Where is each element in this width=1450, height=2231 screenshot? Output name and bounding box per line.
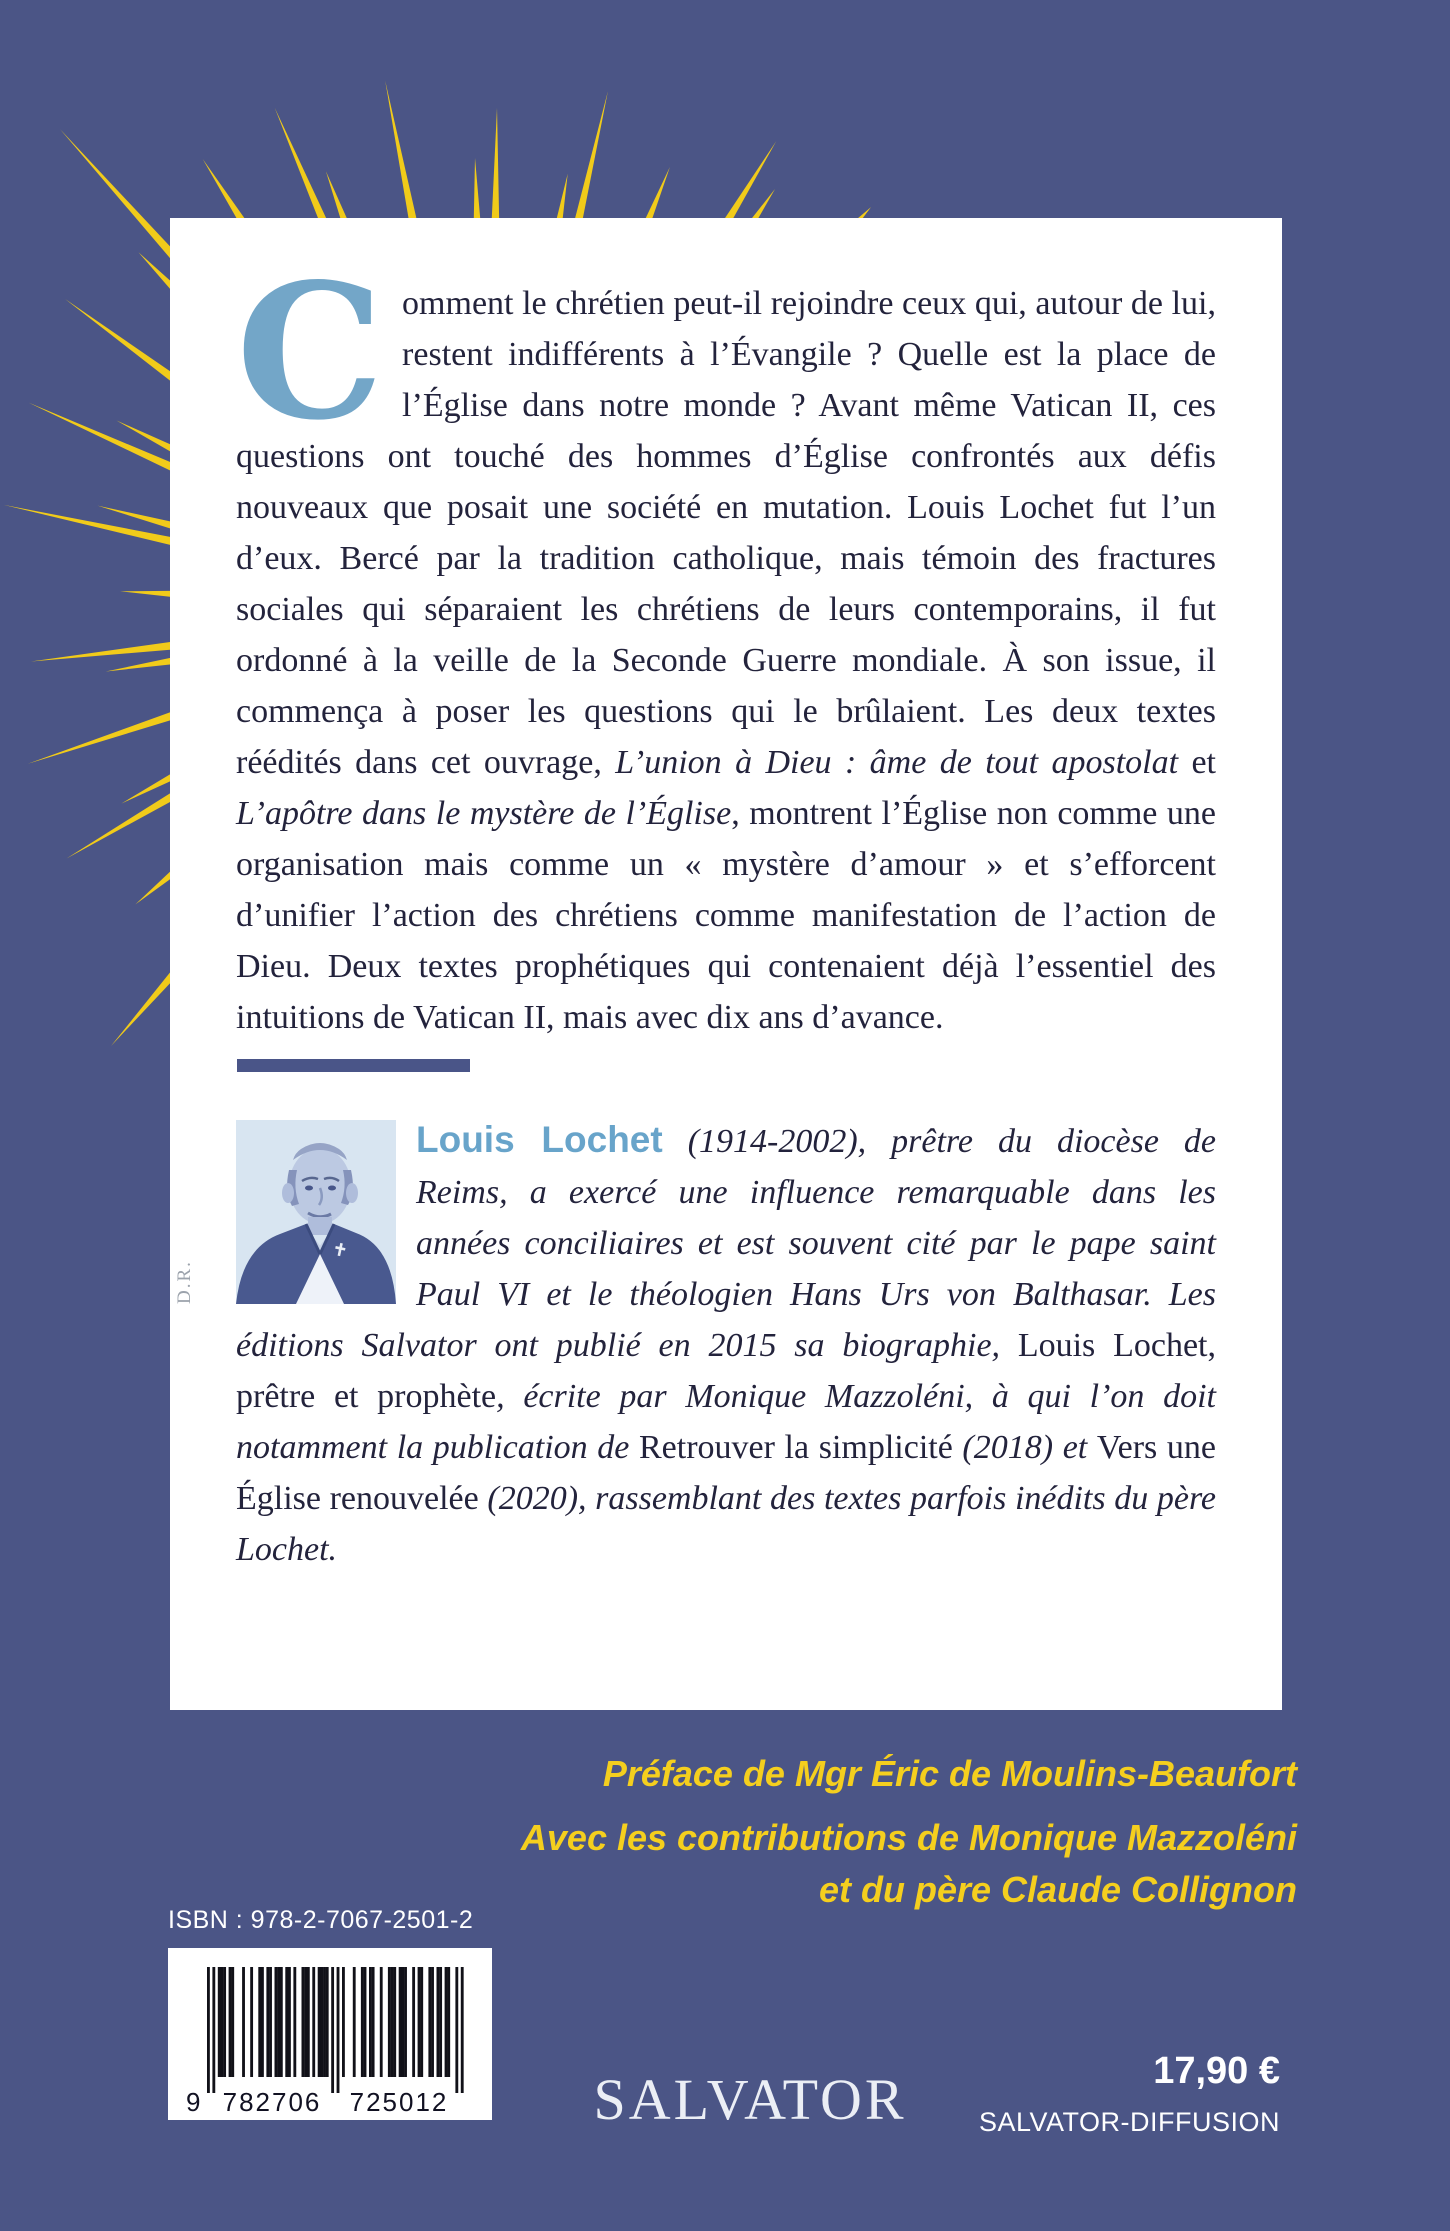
bio-text: (2020), rassemblant des textes parfois inédits du père Lochet. bbox=[236, 1480, 1216, 1568]
barcode-digit-group: 725012 bbox=[349, 2087, 449, 2117]
barcode bbox=[168, 1948, 492, 2120]
drop-cap-letter: C bbox=[236, 242, 385, 461]
barcode-digit-group: 782706 bbox=[222, 2087, 322, 2117]
synopsis-text: et bbox=[1178, 744, 1216, 781]
author-portrait-icon bbox=[236, 1120, 396, 1304]
distributor: SALVATOR-DIFFUSION bbox=[978, 2107, 1280, 2137]
author-photo bbox=[174, 1120, 396, 1304]
book-title-biographie: Louis Lochet, prêtre et prophète bbox=[236, 1327, 1216, 1415]
price-block bbox=[979, 2050, 1280, 2138]
synopsis-text: omment le chrétien peut-il rejoindre ceux qui, autour de lui, restent indifférents à l’Évangile ? Quelle est la place de l’Église dans notre monde ? Avant même Vatican II, ces questions ont touché des hommes d’Église confrontés aux défis nouveaux que posait une société en mutation. Louis Lochet fut l’un d’eux. Bercé par la tradition catholique, mais témoin des fractures sociales qui séparaient les chrétiens de leurs contemporains, il fut ordonné à la veille de la Seconde Guerre mondiale. À son issue, il commença à poser les questions qui le brûlaient. Les deux textes réédités dans cet ouvrage, bbox=[236, 285, 1216, 781]
divider-bar bbox=[237, 1059, 470, 1072]
synopsis-paragraph bbox=[236, 242, 1217, 1043]
publisher-logo: SALVATOR bbox=[593, 2067, 907, 2132]
book-title-eglise-renouvelee: Vers une Église renouvelée bbox=[236, 1429, 1216, 1517]
price: 17,90 € bbox=[1153, 2050, 1280, 2092]
bio-text: (2018) et bbox=[952, 1429, 1097, 1466]
book-title-apotre: L’apôtre dans le mystère de l’Église bbox=[236, 795, 732, 832]
bio-text: , écrite par Monique Mazzoléni, à qui l’on doit notamment la publication de bbox=[236, 1378, 1216, 1466]
synopsis-card bbox=[170, 218, 1282, 1710]
book-title-union-a-dieu: L’union à Dieu : âme de tout apostolat bbox=[615, 744, 1179, 781]
author-name: Louis Lochet bbox=[416, 1119, 663, 1160]
bio-text: (1914-2002), prêtre du diocèse de Reims, a exercé une influence remarquable dans les années conciliaires et est souvent cité par le pape saint Paul VI et le théologien Hans Urs von Balthasar. Les éditions Salvator ont publié en 2015 sa biographie, bbox=[236, 1123, 1216, 1364]
photo-credit: D.R. bbox=[174, 1260, 195, 1304]
credits-block bbox=[521, 1748, 1297, 1916]
barcode-digit-group: 9 bbox=[186, 2087, 203, 2117]
book-title-retrouver: Retrouver la simplicité bbox=[638, 1429, 953, 1466]
synopsis-text: , montrent l’Église non comme une organisation mais comme un « mystère d’amour » et s’efforcent d’unifier l’action des chrétiens comme manifestation de l’action de Dieu. Deux textes prophétiques qui contenaient déjà l’essentiel des intuitions de Vatican II, mais avec dix ans d’avance. bbox=[236, 795, 1217, 1036]
contributions-credit-line1: Avec les contributions de Monique Mazzoléni bbox=[520, 1817, 1297, 1858]
isbn-label: ISBN : 978-2-7067-2501-2 bbox=[168, 1906, 474, 1934]
author-bio bbox=[174, 1114, 1216, 1575]
contributions-credit-line2: et du père Claude Collignon bbox=[818, 1869, 1297, 1910]
preface-credit: Préface de Mgr Éric de Moulins-Beaufort bbox=[602, 1753, 1297, 1794]
contributions-credit bbox=[521, 1812, 1297, 1916]
